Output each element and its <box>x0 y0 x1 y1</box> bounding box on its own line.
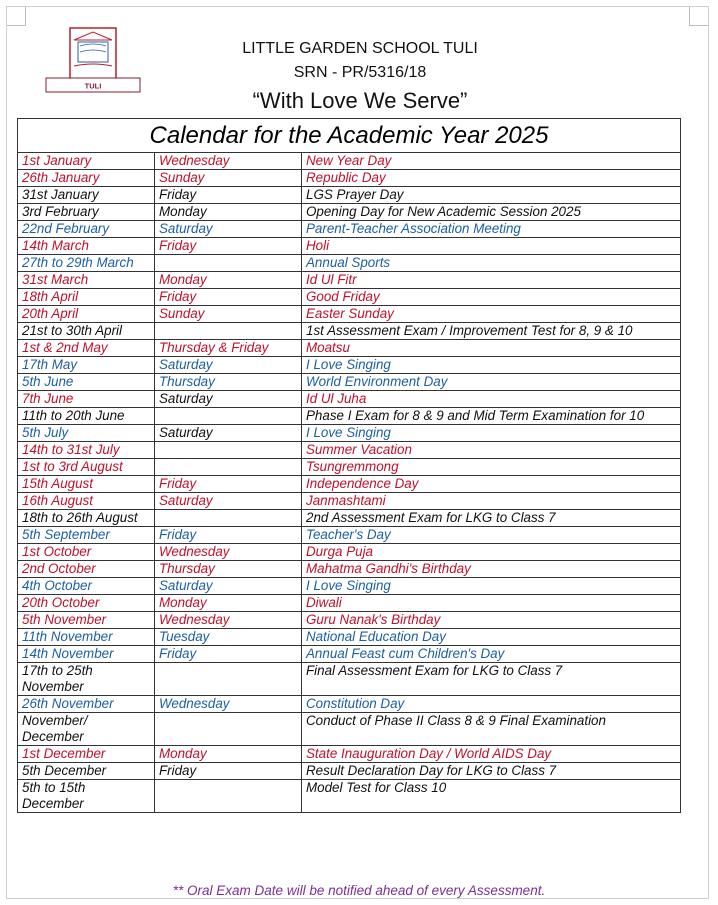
calendar-event-cell: New Year Day <box>302 153 681 170</box>
calendar-date-cell: 26th November <box>18 696 155 713</box>
corner-mark <box>689 7 708 26</box>
calendar-event-cell: Result Declaration Day for LKG to Class 7 <box>302 763 681 780</box>
calendar-day-cell: Monday <box>155 595 302 612</box>
calendar-event-cell: Id Ul Fitr <box>302 272 681 289</box>
calendar-date-cell: 1st October <box>18 544 155 561</box>
calendar-row <box>18 204 681 221</box>
calendar-row <box>18 170 681 187</box>
calendar-event-cell: Diwali <box>302 595 681 612</box>
calendar-event-cell: LGS Prayer Day <box>302 187 681 204</box>
calendar-event-cell: 2nd Assessment Exam for LKG to Class 7 <box>302 510 681 527</box>
calendar-event-cell: 1st Assessment Exam / Improvement Test for 8, 9 & 10 <box>302 323 681 340</box>
calendar-event-cell: I Love Singing <box>302 425 681 442</box>
calendar-date-cell: 11th November <box>18 629 155 646</box>
calendar-row <box>18 746 681 763</box>
calendar-day-cell: Sunday <box>155 306 302 323</box>
calendar-date-cell: 18th April <box>18 289 155 306</box>
calendar-row <box>18 763 681 780</box>
calendar-day-cell: Friday <box>155 238 302 255</box>
calendar-row <box>18 595 681 612</box>
calendar-event-cell: Constitution Day <box>302 696 681 713</box>
calendar-day-cell <box>155 255 302 272</box>
calendar-event-cell: Holi <box>302 238 681 255</box>
calendar-date-cell: 1st & 2nd May <box>18 340 155 357</box>
calendar-date-cell: 5th to 15th December <box>18 780 155 813</box>
calendar-date-cell: 11th to 20th June <box>18 408 155 425</box>
calendar-event-cell: State Inauguration Day / World AIDS Day <box>302 746 681 763</box>
calendar-event-cell: Phase I Exam for 8 & 9 and Mid Term Examination for 10 <box>302 408 681 425</box>
calendar-event-cell: Final Assessment Exam for LKG to Class 7 <box>302 663 681 696</box>
calendar-table <box>17 118 681 813</box>
calendar-date-cell: 5th November <box>18 612 155 629</box>
calendar-date-cell: 3rd February <box>18 204 155 221</box>
calendar-day-cell: Monday <box>155 746 302 763</box>
calendar-event-cell: I Love Singing <box>302 357 681 374</box>
calendar-day-cell: Thursday <box>155 561 302 578</box>
calendar-row <box>18 238 681 255</box>
calendar-day-cell <box>155 459 302 476</box>
calendar-date-cell: 15th August <box>18 476 155 493</box>
calendar-date-cell: 20th October <box>18 595 155 612</box>
calendar-day-cell: Wednesday <box>155 544 302 561</box>
calendar-date-cell: 22nd February <box>18 221 155 238</box>
calendar-event-cell: Model Test for Class 10 <box>302 780 681 813</box>
calendar-event-cell: Tsungremmong <box>302 459 681 476</box>
calendar-day-cell: Saturday <box>155 357 302 374</box>
calendar-row <box>18 391 681 408</box>
calendar-date-cell: 7th June <box>18 391 155 408</box>
calendar-day-cell: Wednesday <box>155 612 302 629</box>
calendar-date-cell: 26th January <box>18 170 155 187</box>
calendar-event-cell: Guru Nanak's Birthday <box>302 612 681 629</box>
calendar-date-cell: 18th to 26th August <box>18 510 155 527</box>
calendar-row <box>18 646 681 663</box>
calendar-date-cell: 1st December <box>18 746 155 763</box>
calendar-date-cell: 31st January <box>18 187 155 204</box>
calendar-date-cell: 2nd October <box>18 561 155 578</box>
calendar-event-cell: Moatsu <box>302 340 681 357</box>
srn-number: SRN - PR/5316/18 <box>293 64 427 81</box>
calendar-row <box>18 578 681 595</box>
calendar-date-cell: 27th to 29th March <box>18 255 155 272</box>
calendar-event-cell: Conduct of Phase II Class 8 & 9 Final Examination <box>302 713 681 746</box>
calendar-day-cell: Friday <box>155 646 302 663</box>
calendar-event-cell: Good Friday <box>302 289 681 306</box>
calendar-day-cell <box>155 442 302 459</box>
calendar-row <box>18 459 681 476</box>
calendar-event-cell: Id Ul Juha <box>302 391 681 408</box>
calendar-date-cell: 14th November <box>18 646 155 663</box>
calendar-event-cell: I Love Singing <box>302 578 681 595</box>
calendar-day-cell <box>155 713 302 746</box>
calendar-date-cell: 5th July <box>18 425 155 442</box>
calendar-day-cell: Thursday & Friday <box>155 340 302 357</box>
calendar-event-cell: Annual Sports <box>302 255 681 272</box>
calendar-date-cell: 1st to 3rd August <box>18 459 155 476</box>
calendar-day-cell: Friday <box>155 476 302 493</box>
calendar-day-cell <box>155 663 302 696</box>
calendar-event-cell: Janmashtami <box>302 493 681 510</box>
calendar-event-cell: Annual Feast cum Children's Day <box>302 646 681 663</box>
calendar-day-cell: Tuesday <box>155 629 302 646</box>
calendar-row <box>18 153 681 170</box>
calendar-row <box>18 323 681 340</box>
calendar-row <box>18 612 681 629</box>
calendar-day-cell <box>155 408 302 425</box>
calendar-date-cell: 14th to 31st July <box>18 442 155 459</box>
calendar-day-cell: Saturday <box>155 391 302 408</box>
calendar-day-cell: Saturday <box>155 493 302 510</box>
calendar-date-cell: 5th September <box>18 527 155 544</box>
calendar-day-cell <box>155 323 302 340</box>
calendar-title-row <box>18 119 681 153</box>
calendar-day-cell: Saturday <box>155 221 302 238</box>
footer-note: ** Oral Exam Date will be notified ahead of every Assessment. <box>172 883 546 898</box>
calendar-day-cell: Friday <box>155 187 302 204</box>
calendar-row <box>18 221 681 238</box>
calendar-day-cell <box>155 780 302 813</box>
calendar-title: Calendar for the Academic Year 2025 <box>18 119 681 153</box>
calendar-day-cell: Monday <box>155 204 302 221</box>
calendar-event-cell: Independence Day <box>302 476 681 493</box>
calendar-day-cell: Sunday <box>155 170 302 187</box>
calendar-event-cell: Teacher's Day <box>302 527 681 544</box>
calendar-day-cell: Thursday <box>155 374 302 391</box>
calendar-day-cell: Wednesday <box>155 696 302 713</box>
calendar-row <box>18 476 681 493</box>
calendar-date-cell: 14th March <box>18 238 155 255</box>
calendar-row <box>18 340 681 357</box>
calendar-day-cell: Friday <box>155 527 302 544</box>
calendar-day-cell: Friday <box>155 763 302 780</box>
school-motto: “With Love We Serve” <box>252 88 468 113</box>
school-logo <box>44 26 142 98</box>
calendar-row <box>18 442 681 459</box>
calendar-row <box>18 510 681 527</box>
calendar-row <box>18 306 681 323</box>
calendar-row <box>18 544 681 561</box>
calendar-row <box>18 289 681 306</box>
calendar-row <box>18 255 681 272</box>
calendar-date-cell: 31st March <box>18 272 155 289</box>
calendar-date-cell: 21st to 30th April <box>18 323 155 340</box>
calendar-date-cell: 1st January <box>18 153 155 170</box>
calendar-row <box>18 357 681 374</box>
calendar-date-cell: 20th April <box>18 306 155 323</box>
corner-mark <box>7 7 26 26</box>
calendar-day-cell <box>155 510 302 527</box>
calendar-row <box>18 187 681 204</box>
calendar-day-cell: Saturday <box>155 578 302 595</box>
calendar-date-cell: November/ December <box>18 713 155 746</box>
calendar-row <box>18 663 681 696</box>
calendar-event-cell: Parent-Teacher Association Meeting <box>302 221 681 238</box>
calendar-row <box>18 272 681 289</box>
calendar-event-cell: Summer Vacation <box>302 442 681 459</box>
school-name: LITTLE GARDEN SCHOOL TULI <box>242 40 478 57</box>
calendar-row <box>18 425 681 442</box>
calendar-day-cell: Wednesday <box>155 153 302 170</box>
calendar-day-cell: Monday <box>155 272 302 289</box>
calendar-row <box>18 629 681 646</box>
calendar-row <box>18 696 681 713</box>
calendar-row <box>18 374 681 391</box>
calendar-date-cell: 4th October <box>18 578 155 595</box>
calendar-row <box>18 561 681 578</box>
calendar-date-cell: 17th to 25th November <box>18 663 155 696</box>
calendar-event-cell: World Environment Day <box>302 374 681 391</box>
calendar-row <box>18 780 681 813</box>
calendar-row <box>18 713 681 746</box>
calendar-event-cell: Mahatma Gandhi's Birthday <box>302 561 681 578</box>
calendar-date-cell: 5th December <box>18 763 155 780</box>
logo-text: TULI <box>84 81 102 91</box>
calendar-event-cell: Republic Day <box>302 170 681 187</box>
calendar-row <box>18 493 681 510</box>
calendar-row <box>18 527 681 544</box>
calendar-event-cell: Easter Sunday <box>302 306 681 323</box>
calendar-event-cell: National Education Day <box>302 629 681 646</box>
calendar-date-cell: 5th June <box>18 374 155 391</box>
calendar-date-cell: 16th August <box>18 493 155 510</box>
calendar-day-cell: Saturday <box>155 425 302 442</box>
calendar-event-cell: Durga Puja <box>302 544 681 561</box>
calendar-row <box>18 408 681 425</box>
calendar-day-cell: Friday <box>155 289 302 306</box>
calendar-event-cell: Opening Day for New Academic Session 2025 <box>302 204 681 221</box>
calendar-date-cell: 17th May <box>18 357 155 374</box>
